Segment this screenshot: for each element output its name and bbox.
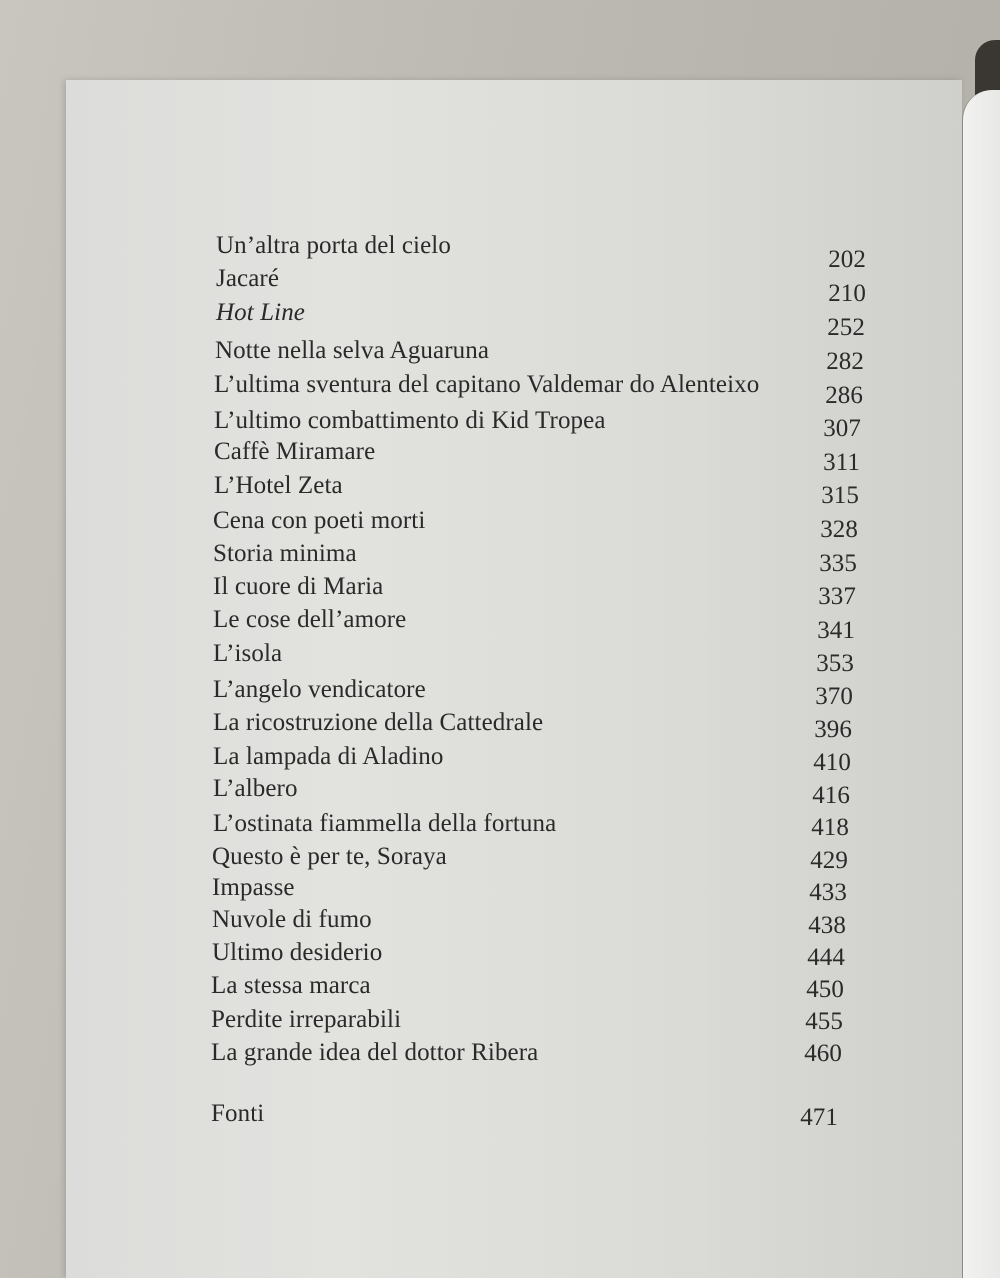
toc-entry-page-number: 315 [821, 482, 859, 509]
toc-entry-page-number: 444 [807, 944, 845, 971]
toc-entry-title: La ricostruzione della Cattedrale [213, 709, 544, 736]
toc-entry-title: L’ostinata fiammella della fortuna [213, 810, 557, 837]
toc-entry-title: L’albero [213, 775, 298, 802]
toc-entry-title: L’Hotel Zeta [214, 472, 343, 499]
toc-entry-title: Storia minima [213, 540, 357, 567]
toc-entry-title: La stessa marca [211, 972, 371, 999]
toc-entry-title: Jacaré [216, 265, 280, 292]
toc-entry-title: La grande idea del dottor Ribera [211, 1039, 539, 1066]
toc-entry-title: Le cose dell’amore [213, 606, 407, 633]
toc-entry-page-number: 335 [819, 550, 857, 577]
toc-entry-title: Il cuore di Maria [213, 573, 384, 600]
toc-entry-title: Un’altra porta del cielo [216, 232, 451, 259]
toc-entry-page-number: 286 [825, 382, 863, 409]
toc-entry-title: Perdite irreparabili [211, 1006, 402, 1033]
toc-entry-page-number: 370 [815, 683, 853, 710]
toc-entry-page-number: 455 [805, 1008, 843, 1035]
toc-entry-title: L’ultima sventura del capitano Valdemar do Alenteixo [214, 371, 760, 398]
toc-entry-title: Nuvole di fumo [212, 906, 372, 933]
toc-entry-title: Caffè Miramare [214, 438, 376, 465]
toc-entry-title: L’angelo vendicatore [213, 676, 426, 703]
toc-entry-title: Impasse [212, 874, 295, 901]
toc-entry-title: La lampada di Aladino [213, 743, 444, 770]
toc-entry-page-number: 418 [811, 814, 849, 841]
toc-entry-page-number: 282 [826, 348, 864, 375]
toc-entry-page-number: 353 [816, 650, 854, 677]
toc-entry-page-number: 341 [817, 617, 855, 644]
toc-entry-title: Fonti [211, 1100, 265, 1127]
toc-entry-page-number: 307 [823, 415, 861, 442]
toc-entry-page-number: 450 [806, 976, 844, 1003]
toc-entry-page-number: 429 [810, 847, 848, 874]
toc-entry-title: Questo è per te, Soraya [212, 843, 447, 870]
toc-entry-title: L’isola [213, 640, 283, 667]
toc-entry-title: Ultimo desiderio [212, 939, 383, 966]
toc-entry-page-number: 210 [828, 280, 866, 307]
toc-entry-page-number: 410 [813, 749, 851, 776]
toc-entry-page-number: 396 [814, 716, 852, 743]
toc-entry-page-number: 416 [812, 782, 850, 809]
toc-entry-page-number: 438 [808, 912, 846, 939]
toc-entry-page-number: 311 [823, 449, 860, 476]
toc-entry-page-number: 252 [827, 314, 865, 341]
toc-entry-page-number: 460 [804, 1040, 842, 1067]
toc-entry-page-number: 202 [828, 246, 866, 273]
toc-entry-title: Hot Line [216, 299, 305, 326]
toc-entry-page-number: 433 [809, 879, 847, 906]
toc-entry-page-number: 471 [800, 1104, 838, 1131]
toc-entry-title: Notte nella selva Aguaruna [215, 337, 490, 364]
toc-entry-page-number: 337 [818, 583, 856, 610]
toc-entry-title: Cena con poeti morti [213, 507, 426, 534]
toc-entry-page-number: 328 [820, 516, 858, 543]
toc-entry-title: L’ultimo combattimento di Kid Tropea [214, 407, 606, 434]
